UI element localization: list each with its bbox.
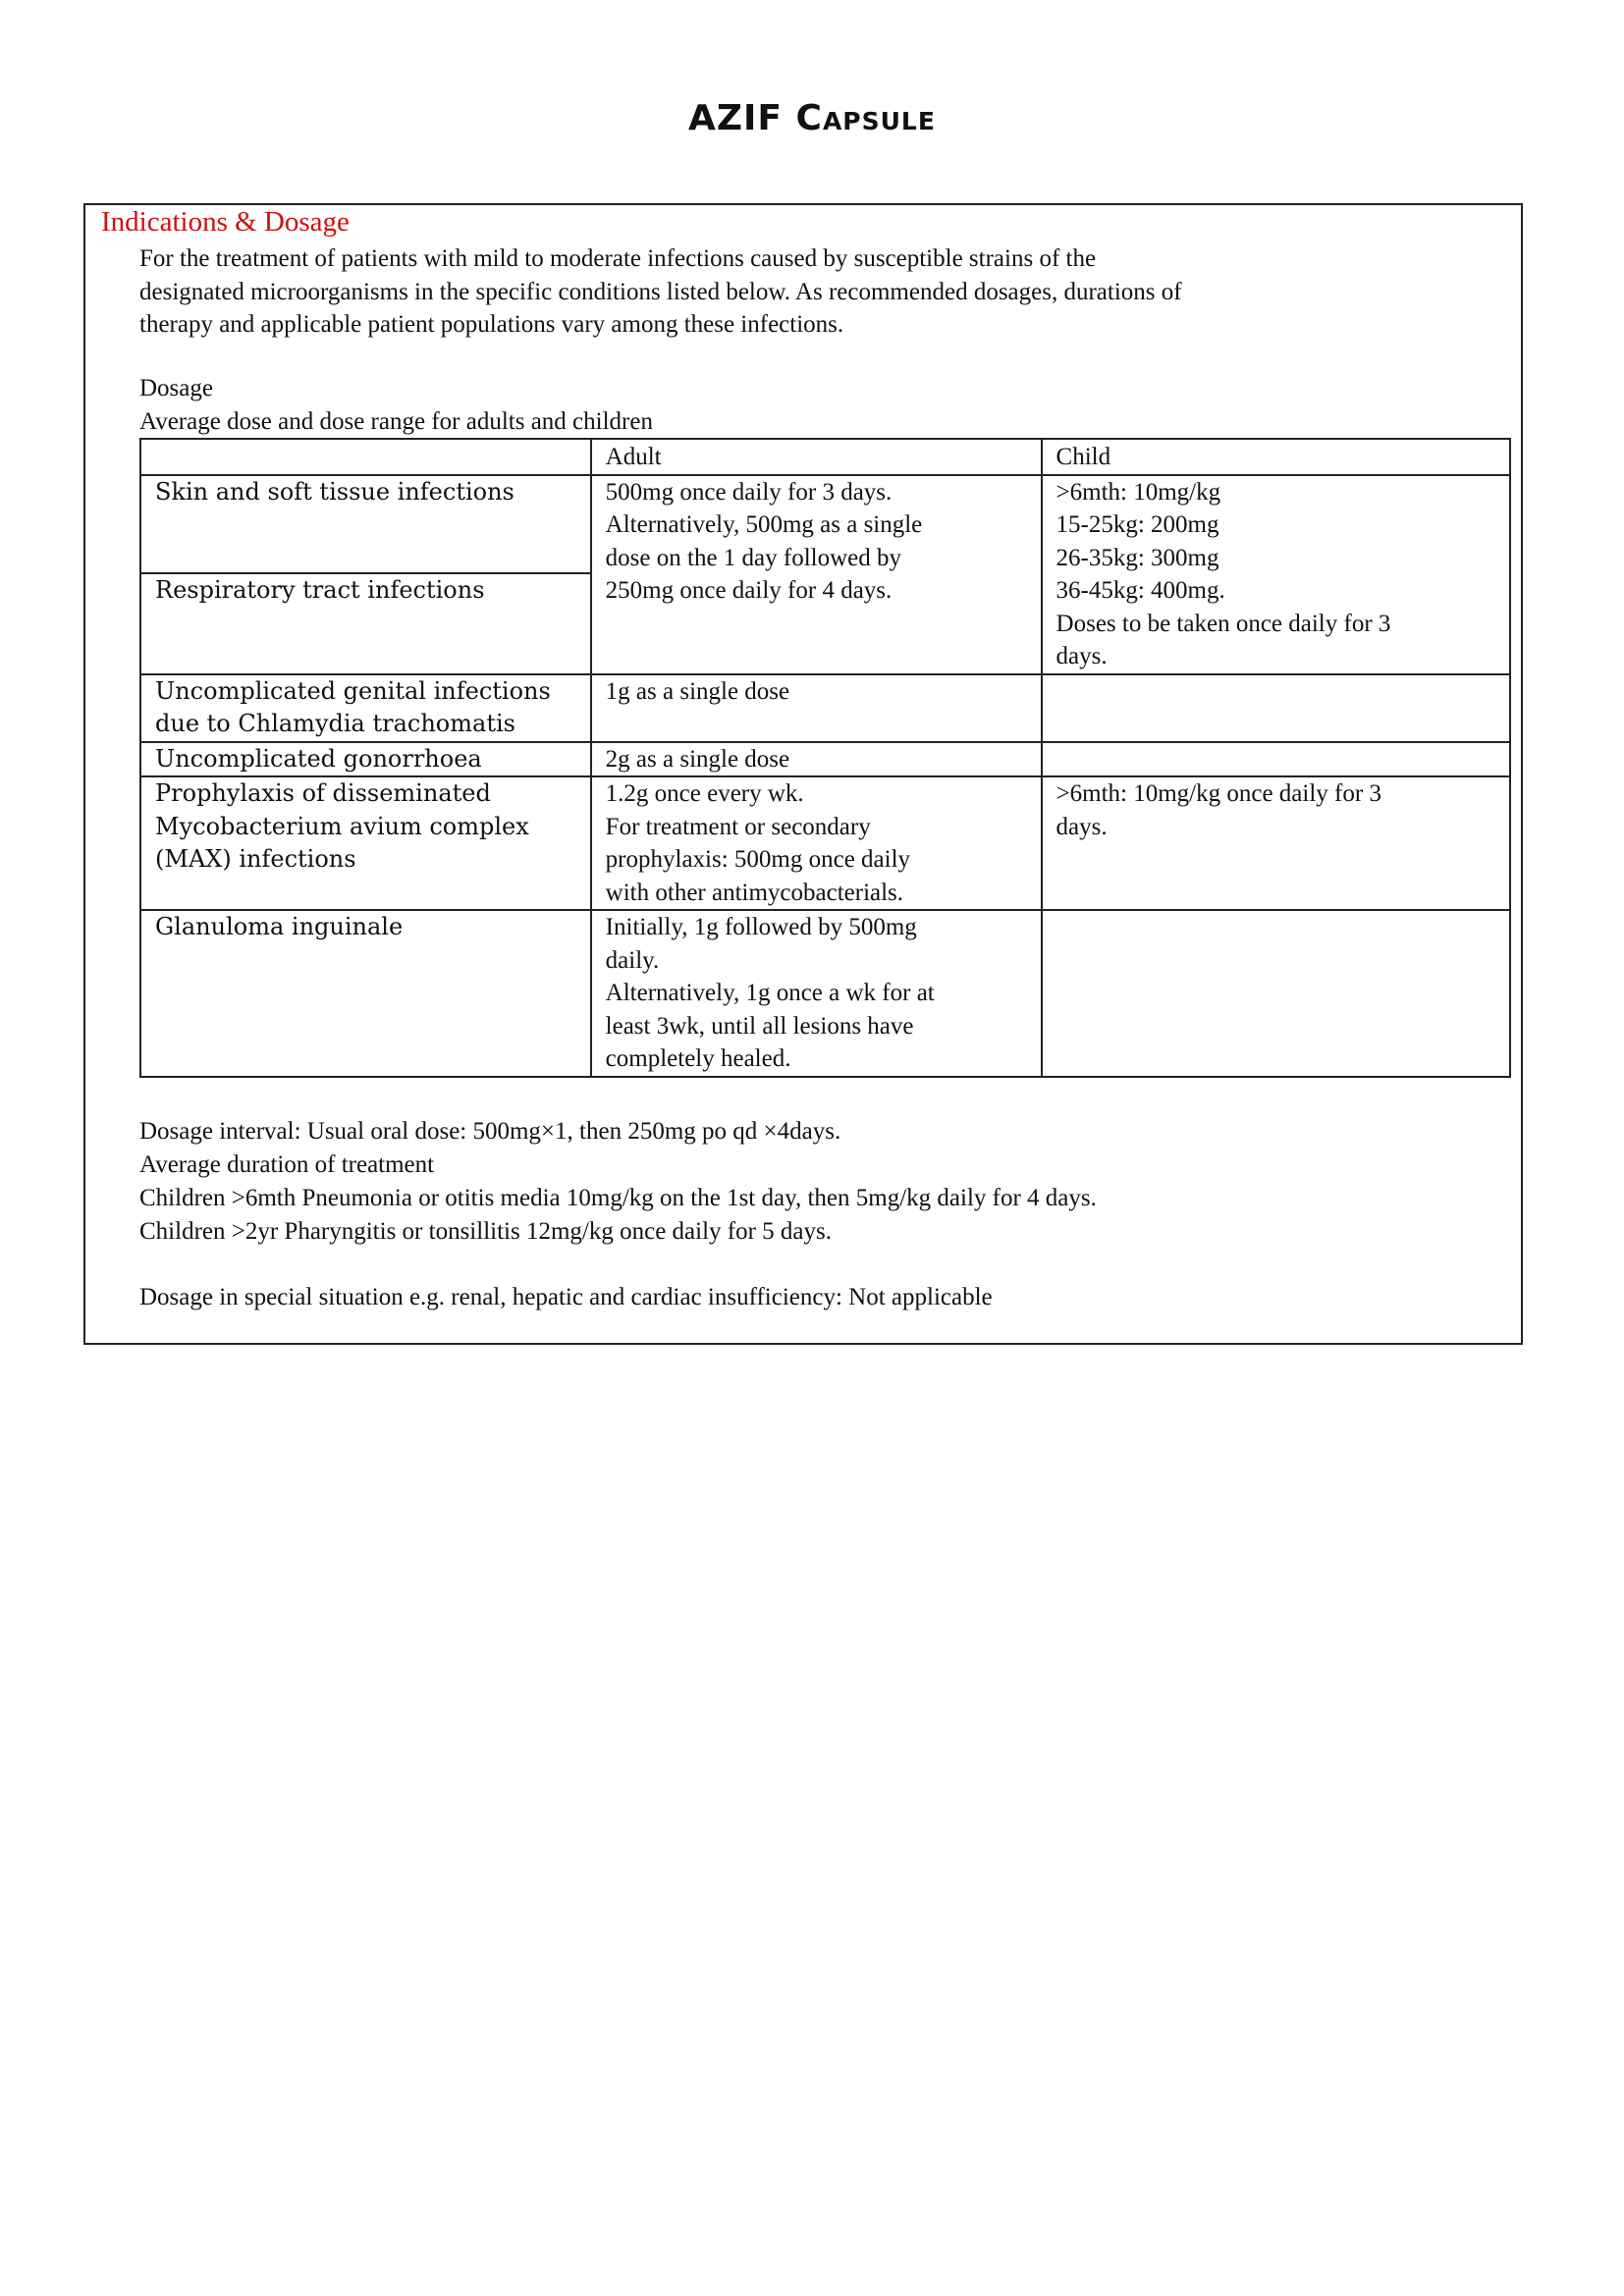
- condition-line: Mycobacterium avium complex: [155, 812, 529, 840]
- average-duration-label: Average duration of treatment: [139, 1151, 435, 1178]
- intro-line: therapy and applicable patient populations vary among these infections.: [139, 311, 844, 338]
- intro-line: For the treatment of patients with mild to moderate infections caused by susceptible strains of the: [139, 245, 1097, 272]
- dose-line: with other antimycobacterials.: [605, 879, 904, 906]
- children-2yr-note: Children >2yr Pharyngitis or tonsillitis 12mg/kg once daily for 5 days.: [139, 1218, 833, 1245]
- child-dose-cell: [1042, 674, 1510, 742]
- dose-line: Initially, 1g followed by 500mg: [605, 914, 917, 940]
- dose-line: 15-25kg: 200mg: [1056, 511, 1219, 538]
- dose-line: 250mg once daily for 4 days.: [605, 577, 893, 604]
- adult-dose-cell: 2g as a single dose: [591, 742, 1042, 777]
- dose-line: >6mth: 10mg/kg once daily for 3: [1056, 780, 1381, 807]
- dosage-subtitle: Average dose and dose range for adults and children: [139, 408, 653, 435]
- adult-dose-cell: 1g as a single dose: [591, 674, 1042, 742]
- dose-line: dose on the 1 day followed by: [605, 544, 902, 571]
- condition-line: due to Chlamydia trachomatis: [155, 710, 515, 737]
- dose-line: >6mth: 10mg/kg: [1056, 478, 1221, 506]
- table-row: [140, 742, 1510, 777]
- dose-line: prophylaxis: 500mg once daily: [605, 846, 911, 873]
- section-heading: Indications & Dosage: [101, 206, 350, 238]
- children-6mth-note: Children >6mth Pneumonia or otitis media 10mg/kg on the 1st day, then 5mg/kg daily for 4 days.: [139, 1185, 1097, 1211]
- dose-line: Doses to be taken once daily for 3: [1056, 610, 1391, 637]
- child-dose-cell: [1042, 742, 1510, 777]
- dose-line: For treatment or secondary: [605, 813, 871, 840]
- adult-dose-cell: [591, 475, 1042, 674]
- dose-line: 500mg once daily for 3 days.: [605, 478, 893, 506]
- child-dose-cell: [1042, 475, 1510, 674]
- dose-line: days.: [1056, 813, 1108, 840]
- dosage-interval-note: Dosage interval: Usual oral dose: 500mg×1, then 250mg po qd ×4days.: [139, 1118, 841, 1145]
- condition-line: Prophylaxis of disseminated: [155, 779, 491, 807]
- table-row: [140, 910, 1510, 1077]
- child-dose-cell: [1042, 910, 1510, 1077]
- table-row: [140, 475, 1510, 573]
- condition-cell: Skin and soft tissue infections: [140, 475, 591, 573]
- dose-line: least 3wk, until all lesions have: [605, 1012, 914, 1040]
- dosage-table: [139, 438, 1511, 1078]
- dose-line: days.: [1056, 643, 1108, 669]
- condition-line: Uncomplicated genital infections: [155, 676, 551, 705]
- condition-cell: [140, 776, 591, 910]
- condition-cell: Uncomplicated gonorrhoea: [140, 742, 591, 777]
- adult-dose-cell: [591, 776, 1042, 910]
- condition-cell: [140, 674, 591, 742]
- adult-dose-cell: [591, 910, 1042, 1077]
- dose-line: completely healed.: [605, 1045, 791, 1072]
- intro-paragraph: [139, 242, 1475, 342]
- dose-line: 36-45kg: 400mg.: [1056, 577, 1225, 604]
- dose-line: Alternatively, 1g once a wk for at: [605, 980, 935, 1006]
- dose-line: 1.2g once every wk.: [605, 780, 804, 807]
- condition-line: (MAX) infections: [155, 845, 356, 873]
- dose-line: daily.: [605, 946, 660, 974]
- header-adult: Adult: [591, 439, 1042, 475]
- header-condition: [140, 439, 591, 475]
- document-title: AZIF Capsule: [688, 98, 936, 138]
- dose-line: Alternatively, 500mg as a single: [605, 511, 923, 538]
- condition-cell: Glanuloma inguinale: [140, 910, 591, 1077]
- dose-line: 26-35kg: 300mg: [1056, 544, 1219, 571]
- condition-cell: Respiratory tract infections: [140, 573, 591, 674]
- indications-dosage-box: [83, 203, 1523, 1345]
- special-situation-note: Dosage in special situation e.g. renal, hepatic and cardiac insufficiency: Not applicable: [139, 1284, 993, 1310]
- table-row: [140, 776, 1510, 910]
- intro-line: designated microorganisms in the specific conditions listed below. As recommended dosages, durations of: [139, 278, 1182, 305]
- table-row: [140, 674, 1510, 742]
- child-dose-cell: [1042, 776, 1510, 910]
- table-header-row: [140, 439, 1510, 475]
- header-child: Child: [1042, 439, 1510, 475]
- dosage-label: Dosage: [139, 375, 213, 401]
